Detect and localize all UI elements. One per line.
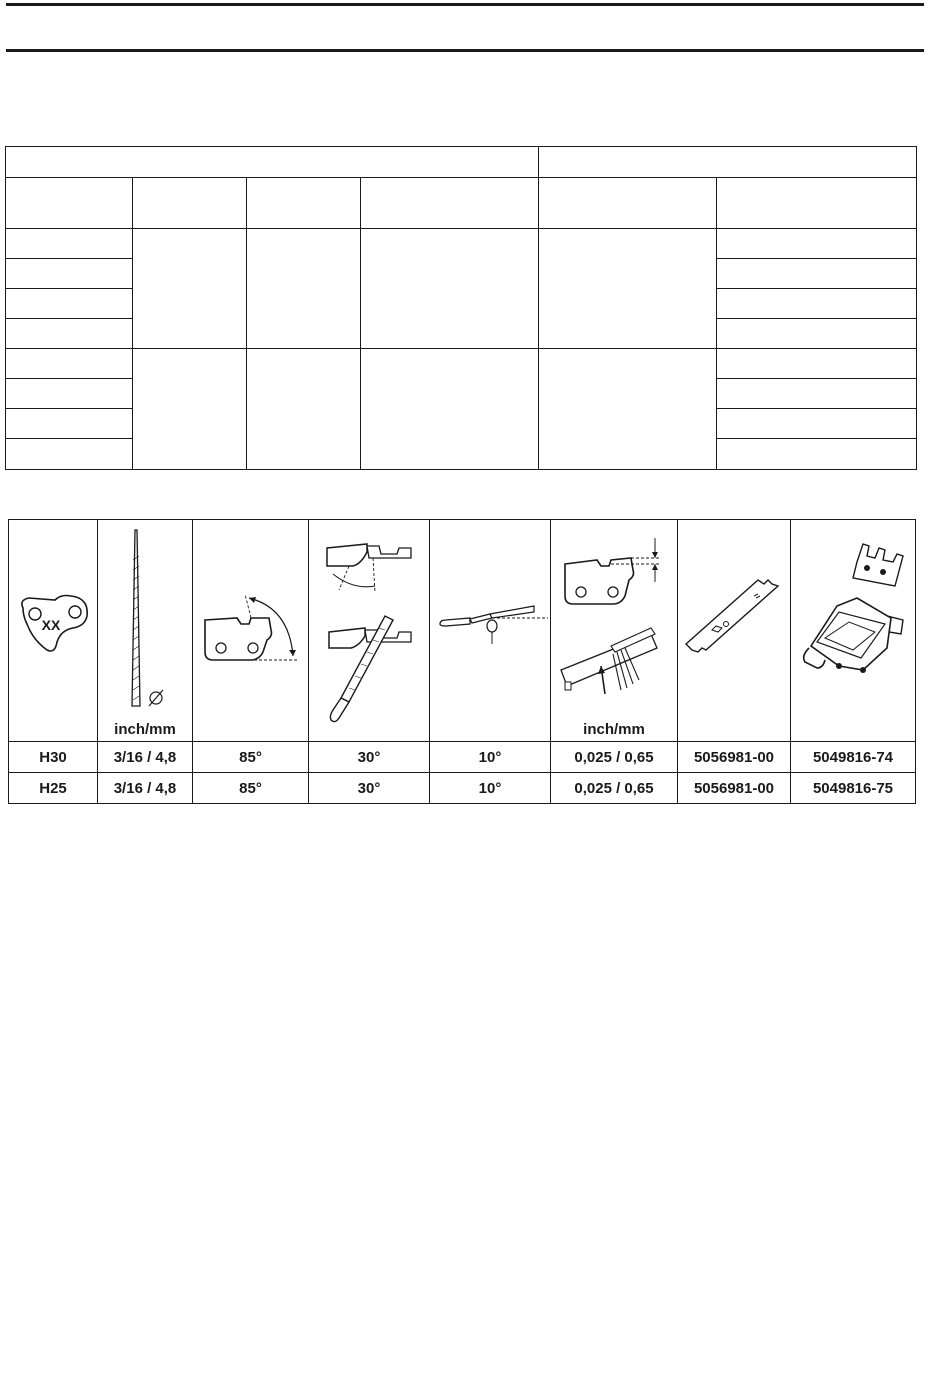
bar-chain-merged-cell [132,228,247,349]
file-guide-illustration [791,520,916,742]
top-plate-angle-cell: 85° [193,742,309,773]
bar-chain-cell [5,258,133,289]
bar-chain-subheader-cell [246,177,361,229]
file-tilt-angle-cell: 10° [430,773,551,804]
top-plate-angle-illustration [193,520,309,742]
table-row [9,773,916,804]
bar-chain-cell [716,288,917,319]
depth-gauge-illustration [551,520,678,742]
bar-chain-merged-cell [246,228,361,349]
cutter-marking-illustration [9,520,98,742]
depth-gauge-cell: 0,025 / 0,65 [551,773,678,804]
round-file-illustration [98,520,193,742]
file-diameter-cell: 3/16 / 4,8 [98,742,193,773]
file-guide-part-cell: 5049816-75 [791,773,916,804]
side-plate-angle-cell: 30° [309,742,430,773]
file-diameter-cell: 3/16 / 4,8 [98,773,193,804]
bar-chain-subheader-cell [360,177,539,229]
bar-chain-cell [5,348,133,379]
bar-chain-cell [716,378,917,409]
table-row [9,742,916,773]
bar-chain-merged-cell [360,348,539,470]
bar-chain-cell [716,318,917,349]
header-rule-bottom [6,49,924,52]
sharpening-table [8,519,916,804]
bar-chain-cell [716,258,917,289]
bar-chain-merged-cell [132,348,247,470]
bar-chain-cell [5,438,133,470]
header-rule-top [6,3,924,6]
bar-chain-cell [716,348,917,379]
side-plate-angle-cell: 30° [309,773,430,804]
bar-chain-subheader-cell [132,177,247,229]
side-plate-angle-illustration [309,520,430,742]
bar-chain-merged-cell [538,348,717,470]
file-guide-part-cell: 5049816-74 [791,742,916,773]
bar-chain-cell [5,318,133,349]
model-cell: H25 [9,773,98,804]
bar-chain-table [5,146,917,470]
bar-chain-subheader-cell [716,177,917,229]
top-plate-angle-cell: 85° [193,773,309,804]
bar-chain-cell [5,408,133,439]
bar-chain-header-left [5,146,539,178]
bar-chain-merged-cell [246,348,361,470]
file-tilt-angle-illustration [430,520,551,742]
bar-chain-header-right [538,146,917,178]
model-cell: H30 [9,742,98,773]
cutter-marking-text: XX [41,617,61,633]
bar-chain-subheader-cell [538,177,717,229]
bar-chain-cell [5,228,133,259]
file-tilt-angle-cell: 10° [430,742,551,773]
gauge-tool-part-cell: 5056981-00 [678,742,791,773]
bar-chain-cell [5,378,133,409]
bar-chain-merged-cell [538,228,717,349]
bar-chain-cell [716,228,917,259]
depth-gauge-cell: 0,025 / 0,65 [551,742,678,773]
gauge-tool-part-cell: 5056981-00 [678,773,791,804]
bar-chain-cell [716,408,917,439]
bar-chain-merged-cell [360,228,539,349]
file-diameter-unit: inch/mm [114,721,176,738]
bar-chain-cell [716,438,917,470]
bar-chain-cell [5,288,133,319]
depth-gauge-tool-illustration [678,520,791,742]
depth-gauge-unit: inch/mm [583,721,645,738]
bar-chain-subheader-cell [5,177,133,229]
